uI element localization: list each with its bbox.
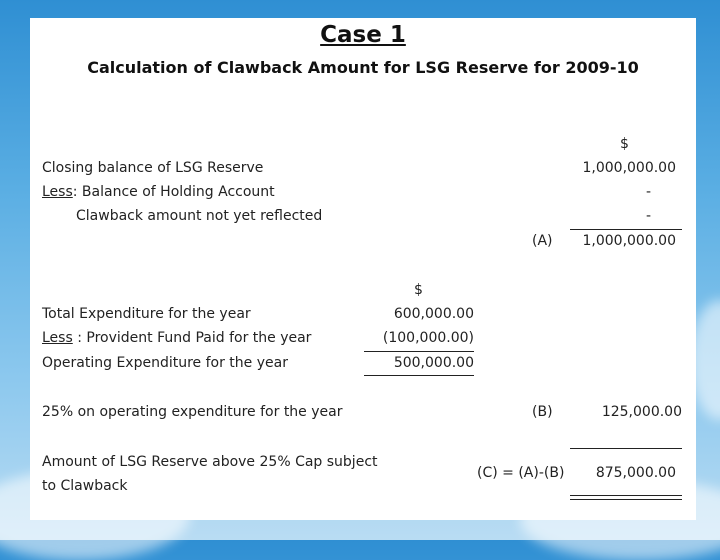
- row-clawback-not-reflected-value: -: [645, 208, 651, 224]
- page-subtitle: Calculation of Clawback Amount for LSG Reserve for 2009-10: [87, 58, 639, 77]
- row-clawback-not-reflected-label: Clawback amount not yet reflected: [76, 208, 323, 224]
- currency-header-a: $: [620, 136, 629, 152]
- page-title: Case 1: [320, 22, 406, 48]
- row-closing-balance-value: 1,000,000.00: [582, 160, 676, 176]
- underline-b2: [364, 375, 474, 376]
- row-operating-expenditure-label: Operating Expenditure for the year: [42, 355, 288, 371]
- row-provident-fund: [42, 330, 311, 346]
- underline-b1: [364, 351, 474, 352]
- cap-value: 125,000.00: [601, 404, 682, 420]
- slide: [30, 18, 696, 520]
- underline-cap: [570, 448, 682, 449]
- less-prefix: Less: [42, 184, 73, 200]
- row-provident-fund-value: (100,000.00): [382, 330, 474, 346]
- total-a-tag: (A): [532, 233, 553, 249]
- clawback-label-line2: to Clawback: [42, 478, 128, 494]
- currency-header-b: $: [414, 282, 423, 298]
- less-prefix: Less: [42, 330, 73, 346]
- cap-tag: (B): [532, 404, 553, 420]
- row-holding-account: [42, 184, 275, 200]
- row-holding-account-value: -: [645, 184, 651, 200]
- cap-label: 25% on operating expenditure for the year: [42, 404, 343, 420]
- row-closing-balance-label: Closing balance of LSG Reserve: [42, 160, 264, 176]
- row-holding-account-label: : Balance of Holding Account: [72, 184, 275, 200]
- clawback-formula: (C) = (A)-(B): [477, 465, 565, 481]
- row-total-expenditure-label: Total Expenditure for the year: [42, 306, 251, 322]
- row-total-expenditure-value: 600,000.00: [393, 306, 474, 322]
- underline-a: [570, 229, 682, 230]
- clawback-label-line1: Amount of LSG Reserve above 25% Cap subject: [42, 454, 378, 470]
- double-underline-bottom: [570, 499, 682, 500]
- row-operating-expenditure-value: 500,000.00: [393, 355, 474, 371]
- row-provident-fund-label: : Provident Fund Paid for the year: [72, 330, 312, 346]
- total-a-value: 1,000,000.00: [582, 233, 676, 249]
- double-underline-top: [570, 495, 682, 496]
- clawback-value: 875,000.00: [595, 465, 676, 481]
